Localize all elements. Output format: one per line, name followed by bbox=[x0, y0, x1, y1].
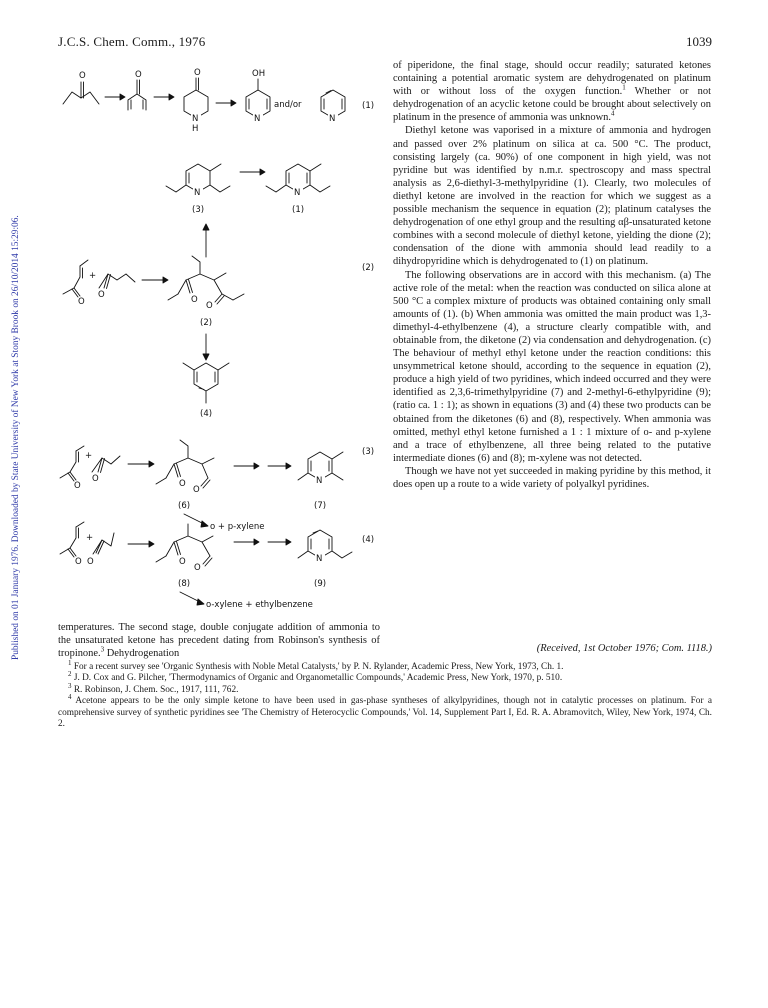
compound-7-pyridine bbox=[298, 452, 343, 511]
compound-9-label: (9) bbox=[314, 579, 327, 589]
right-paragraph-1: of piperidone, the final stage, should occur readily; saturated ketones containing a potential aromatic system are dehydrogenated on platinum with or without loss of the oxygen function.$^1$ Whether or not dehydrogenation of an acyclic ketone could be brought about selectively on platinum in the presence of ammonia was unknown.$^4$ bbox=[393, 60, 711, 124]
compound-3-label: (3) bbox=[192, 205, 205, 215]
eq3-number: (3) bbox=[362, 447, 375, 457]
eq4-o-label-2: O bbox=[87, 557, 94, 567]
left-column-text bbox=[58, 621, 380, 660]
eq1-o-label-2: O bbox=[135, 70, 142, 80]
journal-title: J.C.S. Chem. Comm., 1976 bbox=[58, 34, 206, 49]
compound-1-n: N bbox=[294, 188, 301, 198]
compound-4-benzene bbox=[183, 363, 229, 419]
eq2-diethyl-ketone bbox=[98, 274, 135, 300]
right-paragraph-3: The following observations are in accord with this mechanism. (a) The active role of the metal: when the reaction was conducted on silica alone at 500 °C a complex mixture of products was obtained containing only small amounts of (1). (b) When ammonia was omitted the main product was 1,3-dimethyl-4-ethylbenzene (4), a structure clearly compatible with, and obtainable from, the diketone (2) via condensation and dehydrogenation. (c) The behaviour of methyl ethyl ketone under the reaction conditions: this unsymmetrical ketone should, according to the sequence in equation (2), produce a high yield of two pyridines, which indeed occurred and they were identified as 2,3,6-trimethylpyridine (7) and 2-methyl-6-ethylpyridine (9); (ratio ca. 1 : 1); as shown in equations (3) and (4) these two products can be obtained from the diketones (6) and (8), respectively. When ammonia was omitted, methyl ethyl ketone furnished a 1 : 1 mixture of o- and p-xylene and a trace of ethylbenzene, all three being related to the putative intermediate diones (6) and (8); m-xylene was not detected. bbox=[393, 269, 711, 464]
eq1-pyridine bbox=[321, 90, 345, 124]
compound-4-label: (4) bbox=[200, 409, 213, 419]
eq1-arrow-3 bbox=[216, 100, 236, 106]
reaction-scheme-svg bbox=[58, 62, 383, 617]
eq1-divinyl-ketone bbox=[128, 70, 146, 110]
eq3-side-arrow bbox=[184, 514, 264, 532]
eq3-arrow-2 bbox=[234, 463, 259, 469]
eq3-o-label-2: O bbox=[92, 474, 99, 484]
eq1-n-label-3: N bbox=[329, 114, 336, 124]
eq2-arrow bbox=[142, 277, 168, 283]
eq3-o-label-1: O bbox=[74, 481, 81, 491]
eq2-ethyl-vinyl-ketone bbox=[63, 260, 96, 307]
compound-6-label: (6) bbox=[178, 501, 191, 511]
eq3-plus: + bbox=[85, 451, 93, 461]
eq4-side-product: o-xylene + ethylbenzene bbox=[206, 600, 313, 610]
page-number: 1039 bbox=[686, 34, 712, 49]
footnotes bbox=[58, 658, 712, 730]
eq3-side-product: o + p-xylene bbox=[210, 522, 265, 532]
compound-1-label: (1) bbox=[292, 205, 305, 215]
compound-2-o-label-2: O bbox=[206, 301, 213, 311]
received-date: (Received, 1st October 1976; Com. 1118.) bbox=[536, 643, 712, 654]
compound-3-dihydropyridine bbox=[166, 164, 230, 215]
eq1-h-label: H bbox=[192, 124, 199, 134]
eq1-arrow-1 bbox=[105, 94, 125, 100]
eq3-methyl-vinyl-ketone bbox=[60, 446, 92, 491]
compound-6-dione bbox=[156, 440, 214, 511]
compound-8-label: (8) bbox=[178, 579, 191, 589]
eq3-arrow-1 bbox=[128, 461, 154, 467]
eq2-number: (2) bbox=[362, 263, 375, 273]
eq4-side-arrow bbox=[180, 592, 313, 610]
arrow-2-to-3 bbox=[203, 224, 209, 257]
footnote-3: $^3$ R. Robinson, J. Chem. Soc., 1917, 111, 762. bbox=[68, 681, 239, 695]
compound-9-n: N bbox=[316, 554, 323, 564]
compound-7-n: N bbox=[316, 476, 323, 486]
eq4-arrow-3 bbox=[268, 539, 291, 545]
arrow-3-to-1 bbox=[240, 169, 265, 175]
eq1-hydroxypyridine bbox=[246, 69, 270, 124]
compound-6-o-label-2: O bbox=[193, 485, 200, 495]
compound-8-dione bbox=[156, 524, 213, 589]
compound-8-o-label-1: O bbox=[179, 557, 186, 567]
eq4-number: (4) bbox=[362, 535, 375, 545]
compound-1-pyridine bbox=[266, 164, 330, 215]
eq1-n-label-1: N bbox=[192, 114, 199, 124]
eq2-o-label-2: O bbox=[98, 290, 105, 300]
eq1-o-label-1: O bbox=[79, 71, 86, 81]
eq1-oh-label: OH bbox=[252, 69, 266, 79]
eq3-methyl-ethyl-ketone bbox=[92, 456, 120, 484]
footnote-1: $^1$ For a recent survey see 'Organic Synthesis with Noble Metal Catalysts,' by P. N. Rylander, Academic Press, New York, 1973, Ch. 1. bbox=[68, 658, 564, 672]
left-paragraph: temperatures. The second stage, double conjugate addition of ammonia to the unsaturated ketone has precedent dating from Robinson's synthesis of tropinone.$^3$ Dehydrogenation bbox=[58, 622, 380, 660]
eq2-o-label-1: O bbox=[78, 297, 85, 307]
reaction-scheme bbox=[58, 62, 383, 617]
arrow-2-to-4 bbox=[203, 334, 209, 360]
eq1-o-label-3: O bbox=[194, 68, 201, 78]
compound-3-n: N bbox=[194, 188, 201, 198]
eq3-arrow-3 bbox=[268, 463, 291, 469]
footnote-2: $^2$ J. D. Cox and G. Pilcher, 'Thermodynamics of Organic and Organometallic Compounds,' Academic Press, New York, 1970, p. 510. bbox=[68, 670, 563, 684]
compound-2-label: (2) bbox=[200, 318, 213, 328]
eq1-and-or: and/or bbox=[274, 100, 302, 110]
eq4-plus: + bbox=[86, 533, 94, 543]
compound-2-dione bbox=[168, 256, 244, 328]
right-paragraph-2: Diethyl ketone was vaporised in a mixture of ammonia and hydrogen and passed over 2% platinum on silica at ca. 500 °C. The product, consisting largely (ca. 90%) of one component in high yield, was not pyridine but was identified by n.m.r. spectroscopy and mass spectral analysis as 2,6-diethyl-3-methylpyridine (1). Clearly, two molecules of diethyl ketone are involved in the reaction for which we suggest as a possible mechanism the sequence in equation (2); platinum catalyses the dehydrogenation of one ethyl group and the resulting αβ-unsaturated ketone combines with a second molecule of diethyl ketone, yielding the dione (2); condensation of the dione with ammonia should lead readily to a dihydropyridine which is dehydrogenated to (1) on platinum. bbox=[393, 125, 711, 268]
footnote-4: $^4$ Acetone appears to be the only simple ketone to have been used in gas-phase syntheses of alkylpyridines, though not in catalytic processes on platinum. For a comprehensive survey of synthetic pyridines see 'The Chemistry of Heterocyclic Compounds,' Vol. 14, Supplement Part I, Ed. R. A. Abramovitch, Wiley, New York, 1974, Ch. 2. bbox=[58, 693, 712, 730]
eq1-arrow-2 bbox=[154, 94, 174, 100]
eq4-arrow-2 bbox=[234, 539, 259, 545]
compound-8-o-label-2: O bbox=[194, 563, 201, 573]
download-watermark-text: Published on 01 January 1976. Downloaded by State University of New York at Stony Brook on 26/10/2014 15:29:06. bbox=[11, 215, 21, 660]
download-watermark bbox=[0, 40, 22, 660]
compound-6-o-label-1: O bbox=[179, 479, 186, 489]
eq2-plus: + bbox=[89, 271, 97, 281]
compound-9-pyridine bbox=[298, 530, 352, 589]
right-paragraph-4: Though we have not yet succeeded in making pyridine by this method, it does open up a route to a wide variety of polyalkyl pyridines. bbox=[393, 465, 711, 490]
eq1-number: (1) bbox=[362, 101, 375, 111]
compound-2-o-label-1: O bbox=[191, 295, 198, 305]
compound-7-label: (7) bbox=[314, 501, 327, 511]
right-column-text bbox=[393, 59, 711, 491]
eq1-piperidone bbox=[184, 68, 208, 134]
eq1-n-label-2: N bbox=[254, 114, 261, 124]
eq4-arrow-1 bbox=[128, 541, 154, 547]
eq4-o-label-1: O bbox=[75, 557, 82, 567]
running-head bbox=[58, 34, 205, 50]
eq1-diethyl-ketone bbox=[63, 71, 99, 104]
